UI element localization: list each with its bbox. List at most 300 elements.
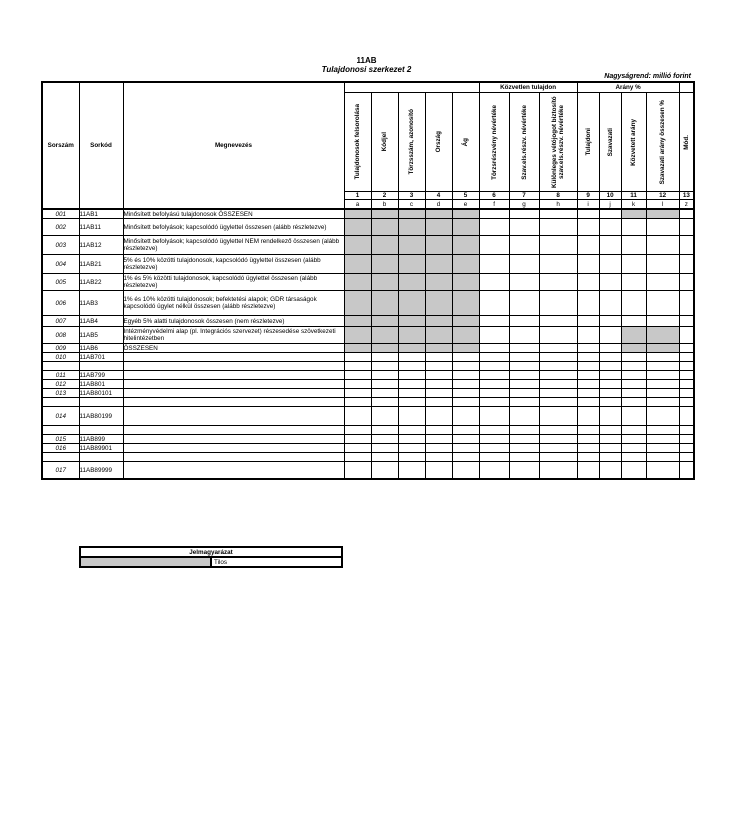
col-letter: k bbox=[621, 200, 646, 210]
value-cell bbox=[452, 435, 479, 444]
value-cell bbox=[679, 444, 694, 453]
row-number: 001 bbox=[42, 209, 79, 219]
value-cell bbox=[539, 291, 577, 316]
col-1: Tulajdonosok felsorolása bbox=[344, 93, 371, 192]
value-cell bbox=[371, 407, 398, 426]
row-name bbox=[123, 426, 344, 435]
row-name bbox=[123, 462, 344, 480]
value-cell bbox=[398, 435, 425, 444]
value-cell bbox=[452, 219, 479, 236]
col-number: 8 bbox=[539, 192, 577, 200]
value-cell bbox=[646, 462, 679, 480]
value-cell bbox=[646, 327, 679, 344]
value-cell bbox=[509, 453, 539, 462]
value-cell bbox=[479, 435, 509, 444]
group-blank bbox=[344, 82, 479, 93]
value-cell bbox=[599, 219, 621, 236]
table-row bbox=[42, 236, 694, 255]
row-code: 11AB899 bbox=[79, 435, 123, 444]
row-number: 010 bbox=[42, 353, 79, 362]
table-row bbox=[42, 219, 694, 236]
value-cell bbox=[452, 389, 479, 398]
row-code: 11AB12 bbox=[79, 236, 123, 255]
col-number: 6 bbox=[479, 192, 509, 200]
value-cell bbox=[509, 327, 539, 344]
value-cell bbox=[621, 344, 646, 353]
ownership-table bbox=[41, 81, 695, 480]
row-name bbox=[123, 407, 344, 426]
value-cell bbox=[452, 344, 479, 353]
value-cell bbox=[425, 398, 452, 407]
value-cell bbox=[621, 236, 646, 255]
col-number: 3 bbox=[398, 192, 425, 200]
value-cell bbox=[425, 327, 452, 344]
col-9: Tulajdoni bbox=[577, 93, 599, 192]
value-cell bbox=[479, 380, 509, 389]
value-cell bbox=[371, 327, 398, 344]
row-name: Minősített befolyású tulajdonosok ÖSSZESEN bbox=[123, 209, 344, 219]
table-row bbox=[42, 462, 694, 480]
value-cell bbox=[398, 344, 425, 353]
value-cell bbox=[679, 380, 694, 389]
value-cell bbox=[621, 255, 646, 274]
value-cell bbox=[621, 435, 646, 444]
value-cell bbox=[371, 353, 398, 362]
value-cell bbox=[452, 274, 479, 291]
value-cell bbox=[577, 209, 599, 219]
value-cell bbox=[539, 316, 577, 327]
value-cell bbox=[646, 316, 679, 327]
row-code: 11AB801 bbox=[79, 380, 123, 389]
value-cell bbox=[646, 255, 679, 274]
value-cell bbox=[577, 398, 599, 407]
row-number: 002 bbox=[42, 219, 79, 236]
value-cell bbox=[599, 371, 621, 380]
value-cell bbox=[599, 389, 621, 398]
value-cell bbox=[646, 291, 679, 316]
value-cell bbox=[425, 407, 452, 426]
value-cell bbox=[371, 362, 398, 371]
value-cell bbox=[539, 444, 577, 453]
value-cell bbox=[371, 274, 398, 291]
col-letter: b bbox=[371, 200, 398, 210]
col-letter: l bbox=[646, 200, 679, 210]
value-cell bbox=[577, 462, 599, 480]
value-cell bbox=[425, 209, 452, 219]
value-cell bbox=[344, 362, 371, 371]
value-cell bbox=[621, 398, 646, 407]
value-cell bbox=[398, 389, 425, 398]
value-cell bbox=[509, 236, 539, 255]
table-row bbox=[42, 371, 694, 380]
value-cell bbox=[577, 389, 599, 398]
value-cell bbox=[621, 426, 646, 435]
col-number: 7 bbox=[509, 192, 539, 200]
row-number bbox=[42, 362, 79, 371]
value-cell bbox=[371, 219, 398, 236]
table-title: Tulajdonosi szerkezet 2 bbox=[321, 65, 412, 74]
row-number: 017 bbox=[42, 462, 79, 480]
unit-label: Nagyságrend: millió forint bbox=[604, 73, 691, 80]
col-letter: f bbox=[479, 200, 509, 210]
row-code bbox=[79, 398, 123, 407]
value-cell bbox=[398, 371, 425, 380]
row-name bbox=[123, 380, 344, 389]
value-cell bbox=[621, 462, 646, 480]
value-cell bbox=[577, 327, 599, 344]
value-cell bbox=[621, 444, 646, 453]
value-cell bbox=[646, 236, 679, 255]
row-number bbox=[42, 453, 79, 462]
value-cell bbox=[452, 453, 479, 462]
value-cell bbox=[344, 291, 371, 316]
value-cell bbox=[425, 462, 452, 480]
col-number: 2 bbox=[371, 192, 398, 200]
value-cell bbox=[479, 327, 509, 344]
value-cell bbox=[425, 389, 452, 398]
col-letter: e bbox=[452, 200, 479, 210]
value-cell bbox=[425, 219, 452, 236]
value-cell bbox=[344, 426, 371, 435]
value-cell bbox=[398, 380, 425, 389]
value-cell bbox=[577, 407, 599, 426]
value-cell bbox=[398, 407, 425, 426]
value-cell bbox=[398, 444, 425, 453]
value-cell bbox=[646, 380, 679, 389]
value-cell bbox=[344, 316, 371, 327]
value-cell bbox=[679, 274, 694, 291]
value-cell bbox=[599, 291, 621, 316]
value-cell bbox=[398, 219, 425, 236]
value-cell bbox=[371, 236, 398, 255]
value-cell bbox=[646, 209, 679, 219]
value-cell bbox=[398, 316, 425, 327]
table-row bbox=[42, 426, 694, 435]
table-row bbox=[42, 316, 694, 327]
value-cell bbox=[621, 353, 646, 362]
legend-swatch bbox=[80, 557, 211, 567]
value-cell bbox=[344, 344, 371, 353]
value-cell bbox=[621, 274, 646, 291]
value-cell bbox=[344, 380, 371, 389]
value-cell bbox=[509, 209, 539, 219]
row-name bbox=[123, 353, 344, 362]
value-cell bbox=[479, 398, 509, 407]
row-name: 5% és 10% közötti tulajdonosok, kapcsolódó ügylettel összesen (alább részletezve) bbox=[123, 255, 344, 274]
value-cell bbox=[509, 371, 539, 380]
value-cell bbox=[646, 389, 679, 398]
col-letter: c bbox=[398, 200, 425, 210]
value-cell bbox=[344, 444, 371, 453]
row-code: 11AB3 bbox=[79, 291, 123, 316]
value-cell bbox=[599, 353, 621, 362]
value-cell bbox=[679, 362, 694, 371]
value-cell bbox=[621, 371, 646, 380]
row-name bbox=[123, 453, 344, 462]
value-cell bbox=[646, 453, 679, 462]
row-code: 11AB80199 bbox=[79, 407, 123, 426]
value-cell bbox=[452, 462, 479, 480]
value-cell bbox=[621, 407, 646, 426]
value-cell bbox=[398, 398, 425, 407]
value-cell bbox=[344, 435, 371, 444]
row-number: 003 bbox=[42, 236, 79, 255]
col-2: Kódjel bbox=[371, 93, 398, 192]
table-row bbox=[42, 255, 694, 274]
row-name: Minősített befolyások; kapcsolódó ügylettel NEM rendelkező összesen (alább részletezve) bbox=[123, 236, 344, 255]
row-code: 11AB1 bbox=[79, 209, 123, 219]
value-cell bbox=[371, 389, 398, 398]
value-cell bbox=[371, 380, 398, 389]
value-cell bbox=[425, 255, 452, 274]
row-code: 11AB6 bbox=[79, 344, 123, 353]
value-cell bbox=[371, 435, 398, 444]
row-name bbox=[123, 389, 344, 398]
value-cell bbox=[452, 327, 479, 344]
value-cell bbox=[539, 327, 577, 344]
value-cell bbox=[425, 380, 452, 389]
value-cell bbox=[679, 209, 694, 219]
value-cell bbox=[371, 371, 398, 380]
value-cell bbox=[599, 444, 621, 453]
col-letter: a bbox=[344, 200, 371, 210]
row-number bbox=[42, 426, 79, 435]
row-number: 016 bbox=[42, 444, 79, 453]
row-code: 11AB21 bbox=[79, 255, 123, 274]
value-cell bbox=[425, 291, 452, 316]
value-cell bbox=[344, 209, 371, 219]
row-code bbox=[79, 426, 123, 435]
value-cell bbox=[344, 462, 371, 480]
row-name bbox=[123, 398, 344, 407]
value-cell bbox=[371, 316, 398, 327]
col-3: Törzsszám, azonosító bbox=[398, 93, 425, 192]
legend-item: Tilos bbox=[211, 557, 342, 567]
row-number: 006 bbox=[42, 291, 79, 316]
table-row bbox=[42, 407, 694, 426]
value-cell bbox=[577, 362, 599, 371]
row-code: 11AB11 bbox=[79, 219, 123, 236]
value-cell bbox=[539, 407, 577, 426]
value-cell bbox=[509, 291, 539, 316]
value-cell bbox=[479, 316, 509, 327]
row-code: 11AB799 bbox=[79, 371, 123, 380]
value-cell bbox=[679, 291, 694, 316]
row-name bbox=[123, 435, 344, 444]
value-cell bbox=[679, 344, 694, 353]
value-cell bbox=[539, 236, 577, 255]
table-row bbox=[42, 274, 694, 291]
value-cell bbox=[539, 353, 577, 362]
value-cell bbox=[599, 274, 621, 291]
value-cell bbox=[621, 453, 646, 462]
value-cell bbox=[398, 353, 425, 362]
value-cell bbox=[344, 389, 371, 398]
value-cell bbox=[425, 453, 452, 462]
value-cell bbox=[344, 353, 371, 362]
value-cell bbox=[479, 353, 509, 362]
value-cell bbox=[452, 426, 479, 435]
value-cell bbox=[679, 255, 694, 274]
value-cell bbox=[452, 236, 479, 255]
group-arany: Arány % bbox=[577, 82, 679, 93]
value-cell bbox=[539, 209, 577, 219]
value-cell bbox=[577, 353, 599, 362]
value-cell bbox=[599, 435, 621, 444]
value-cell bbox=[679, 435, 694, 444]
value-cell bbox=[621, 362, 646, 371]
row-code: 11AB701 bbox=[79, 353, 123, 362]
value-cell bbox=[452, 407, 479, 426]
row-number: 015 bbox=[42, 435, 79, 444]
value-cell bbox=[479, 407, 509, 426]
table-row bbox=[42, 380, 694, 389]
row-code: 11AB22 bbox=[79, 274, 123, 291]
value-cell bbox=[398, 274, 425, 291]
value-cell bbox=[425, 353, 452, 362]
row-number: 004 bbox=[42, 255, 79, 274]
col-number: 13 bbox=[679, 192, 694, 200]
value-cell bbox=[452, 444, 479, 453]
value-cell bbox=[479, 453, 509, 462]
col-5: Ág bbox=[452, 93, 479, 192]
value-cell bbox=[452, 209, 479, 219]
value-cell bbox=[344, 255, 371, 274]
value-cell bbox=[539, 435, 577, 444]
row-name: Intézményvédelmi alap (pl. Integrációs szervezet) részesedése szövetkezeti hitelintézetben bbox=[123, 327, 344, 344]
value-cell bbox=[539, 344, 577, 353]
value-cell bbox=[577, 255, 599, 274]
value-cell bbox=[509, 435, 539, 444]
value-cell bbox=[539, 255, 577, 274]
table-row bbox=[42, 209, 694, 219]
value-cell bbox=[599, 426, 621, 435]
value-cell bbox=[539, 371, 577, 380]
col-number: 1 bbox=[344, 192, 371, 200]
value-cell bbox=[646, 353, 679, 362]
value-cell bbox=[425, 435, 452, 444]
value-cell bbox=[398, 236, 425, 255]
value-cell bbox=[479, 274, 509, 291]
value-cell bbox=[479, 219, 509, 236]
value-cell bbox=[539, 380, 577, 389]
value-cell bbox=[344, 236, 371, 255]
value-cell bbox=[577, 435, 599, 444]
value-cell bbox=[509, 353, 539, 362]
value-cell bbox=[425, 274, 452, 291]
group-kozvetlen: Közvetlen tulajdon bbox=[479, 82, 577, 93]
table-row bbox=[42, 327, 694, 344]
table-row bbox=[42, 453, 694, 462]
value-cell bbox=[398, 327, 425, 344]
row-number: 008 bbox=[42, 327, 79, 344]
value-cell bbox=[646, 407, 679, 426]
value-cell bbox=[479, 255, 509, 274]
table-row bbox=[42, 389, 694, 398]
value-cell bbox=[539, 274, 577, 291]
row-name: ÖSSZESEN bbox=[123, 344, 344, 353]
value-cell bbox=[646, 435, 679, 444]
value-cell bbox=[577, 380, 599, 389]
value-cell bbox=[679, 453, 694, 462]
value-cell bbox=[509, 380, 539, 389]
value-cell bbox=[371, 344, 398, 353]
row-name: Egyéb 5% alatti tulajdonosok összesen (nem részletezve) bbox=[123, 316, 344, 327]
value-cell bbox=[577, 426, 599, 435]
value-cell bbox=[398, 255, 425, 274]
value-cell bbox=[577, 219, 599, 236]
value-cell bbox=[679, 327, 694, 344]
row-name: Minősített befolyások; kapcsolódó ügylettel összesen (alább részletezve) bbox=[123, 219, 344, 236]
value-cell bbox=[425, 371, 452, 380]
value-cell bbox=[539, 462, 577, 480]
value-cell bbox=[509, 444, 539, 453]
value-cell bbox=[577, 344, 599, 353]
value-cell bbox=[479, 344, 509, 353]
value-cell bbox=[621, 316, 646, 327]
value-cell bbox=[539, 389, 577, 398]
value-cell bbox=[371, 398, 398, 407]
value-cell bbox=[425, 362, 452, 371]
value-cell bbox=[479, 426, 509, 435]
value-cell bbox=[679, 316, 694, 327]
value-cell bbox=[599, 236, 621, 255]
row-code: 11AB80101 bbox=[79, 389, 123, 398]
value-cell bbox=[452, 316, 479, 327]
row-name: 1% és 10% közötti tulajdonosok; befektetési alapok; GDR társaságok kapcsolódó ügylet nélkül összesen (alább részletezve) bbox=[123, 291, 344, 316]
value-cell bbox=[646, 219, 679, 236]
value-cell bbox=[398, 291, 425, 316]
value-cell bbox=[679, 236, 694, 255]
value-cell bbox=[646, 444, 679, 453]
col-6: Törzsrészvény névértéke bbox=[479, 93, 509, 192]
value-cell bbox=[479, 291, 509, 316]
row-code bbox=[79, 453, 123, 462]
value-cell bbox=[371, 444, 398, 453]
table-code: 11AB bbox=[356, 56, 377, 65]
value-cell bbox=[679, 389, 694, 398]
value-cell bbox=[344, 327, 371, 344]
col-number: 5 bbox=[452, 192, 479, 200]
col-letter: h bbox=[539, 200, 577, 210]
row-code: 11AB4 bbox=[79, 316, 123, 327]
value-cell bbox=[599, 362, 621, 371]
value-cell bbox=[509, 274, 539, 291]
value-cell bbox=[577, 291, 599, 316]
col-letter: g bbox=[509, 200, 539, 210]
value-cell bbox=[599, 398, 621, 407]
col-number: 11 bbox=[621, 192, 646, 200]
value-cell bbox=[621, 389, 646, 398]
value-cell bbox=[539, 219, 577, 236]
table-row bbox=[42, 344, 694, 353]
col-12: Szavazati arány összesen % bbox=[646, 93, 679, 192]
row-code: 11AB89901 bbox=[79, 444, 123, 453]
row-number: 011 bbox=[42, 371, 79, 380]
value-cell bbox=[344, 371, 371, 380]
value-cell bbox=[452, 291, 479, 316]
value-cell bbox=[577, 316, 599, 327]
value-cell bbox=[599, 344, 621, 353]
value-cell bbox=[599, 453, 621, 462]
value-cell bbox=[599, 380, 621, 389]
table-row bbox=[42, 444, 694, 453]
value-cell bbox=[344, 453, 371, 462]
value-cell bbox=[452, 371, 479, 380]
value-cell bbox=[398, 426, 425, 435]
col-13: Mód. bbox=[679, 93, 694, 192]
legend bbox=[79, 546, 343, 568]
